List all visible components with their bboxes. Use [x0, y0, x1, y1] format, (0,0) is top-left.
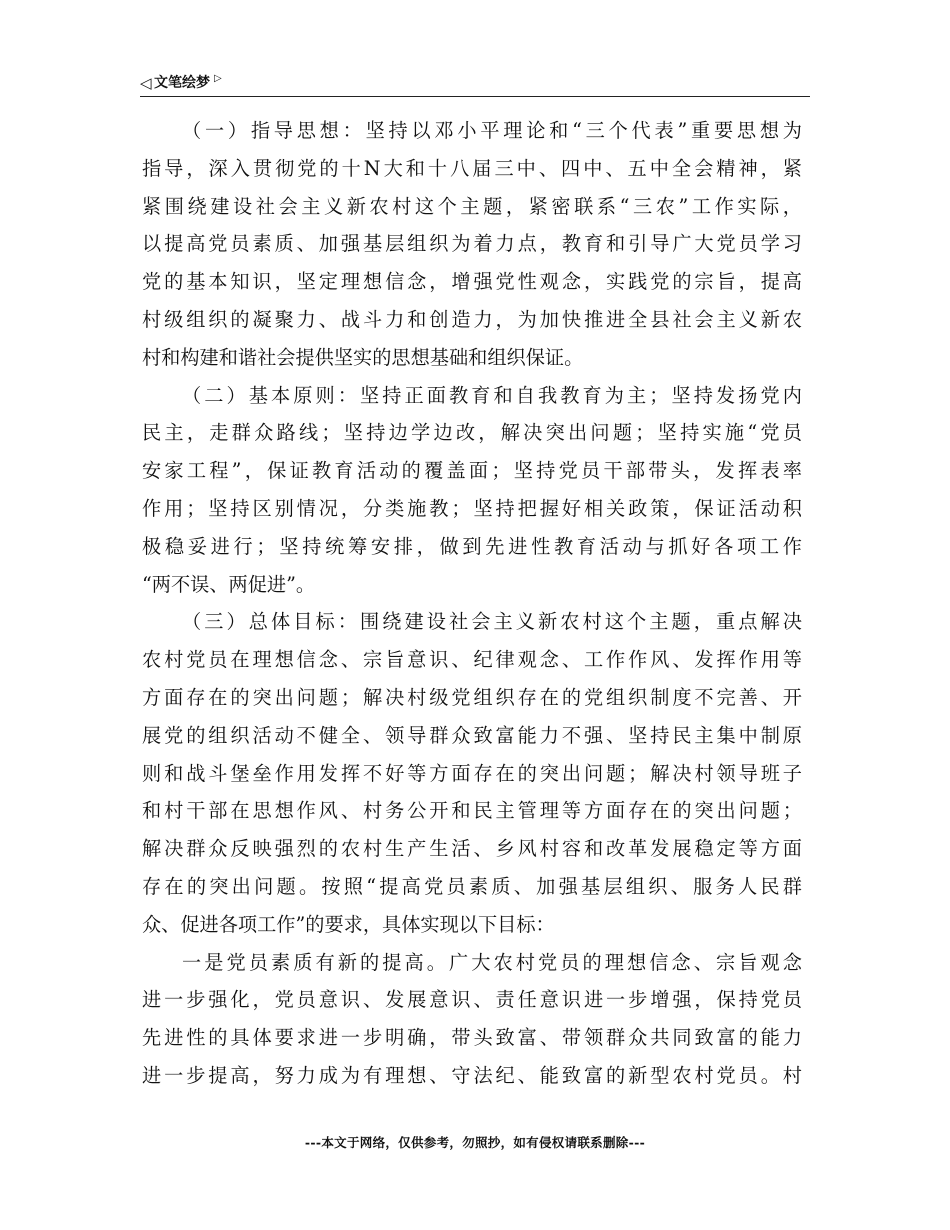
- text-line: 村和构建和谐社会提供坚实的思想基础和组织保证。: [142, 345, 584, 369]
- text-line: 存在的突出问题。按照“提高党员素质、加强基层组织、服务人民群: [142, 874, 802, 898]
- page-header: [140, 72, 810, 97]
- text-line: 进一步强化，党员意识、发展意识、责任意识进一步增强，保持党员: [142, 988, 802, 1012]
- left-triangle-icon: ◁: [140, 74, 152, 92]
- text-line: 民主，走群众路线；坚持边学边改，解决突出问题；坚持实施“党员: [142, 421, 802, 445]
- text-line: 指导，深入贯彻党的十N大和十八届三中、四中、五中全会精神，紧: [142, 156, 802, 180]
- text-line: 先进性的具体要求进一步明确，带头致富、带领群众共同致富的能力: [142, 1026, 802, 1050]
- text-line: 则和战斗堡垒作用发挥不好等方面存在的突出问题；解决村领导班子: [142, 761, 802, 785]
- text-line: 党的基本知识，坚定理想信念，增强党性观念，实践党的宗旨，提高: [142, 270, 802, 294]
- text-line: 众、促进各项工作”的要求，具体实现以下目标：: [142, 912, 555, 936]
- text-line: 以提高党员素质、加强基层组织为着力点，教育和引导广大党员学习: [142, 232, 802, 256]
- text-line: 和村干部在思想作风、村务公开和民主管理等方面存在的突出问题；: [142, 799, 802, 823]
- page-footer: ---本文于网络，仅供参考，勿照抄，如有侵权请联系删除---: [304, 1135, 646, 1150]
- right-triangle-icon: ▷: [214, 73, 222, 84]
- text-line: （一）指导思想：坚持以邓小平理论和“三个代表”重要思想为: [182, 119, 802, 142]
- text-line: （二）基本原则：坚持正面教育和自我教育为主；坚持发扬党内: [182, 383, 802, 407]
- text-line: 进一步提高，努力成为有理想、守法纪、能致富的新型农村党员。村: [142, 1063, 802, 1087]
- text-line: 极稳妥进行；坚持统筹安排，做到先进性教育活动与抓好各项工作: [142, 534, 802, 558]
- text-line: 展党的组织活动不健全、领导群众致富能力不强、坚持民主集中制原: [142, 723, 802, 747]
- text-line: 安家工程”，保证教育活动的覆盖面；坚持党员干部带头，发挥表率: [142, 459, 802, 483]
- text-line: 农村党员在理想信念、宗旨意识、纪律观念、工作作风、发挥作用等: [142, 648, 802, 672]
- document-body: [142, 112, 802, 1095]
- text-line: 作用；坚持区别情况，分类施教；坚持把握好相关政策，保证活动积: [142, 496, 802, 520]
- text-line: 村级组织的凝聚力、战斗力和创造力，为加快推进全县社会主义新农: [142, 307, 802, 331]
- header-title: 文笔绘梦: [154, 75, 210, 91]
- text-line: 方面存在的突出问题；解决村级党组织存在的党组织制度不完善、开: [142, 685, 802, 709]
- text-line: “两不误、两促进”。: [142, 572, 316, 596]
- text-line: （三）总体目标：围绕建设社会主义新农村这个主题，重点解决: [182, 610, 802, 634]
- text-line: 紧围绕建设社会主义新农村这个主题，紧密联系“三农”工作实际，: [142, 194, 802, 218]
- text-line: 一是党员素质有新的提高。广大农村党员的理想信念、宗旨观念: [182, 950, 802, 974]
- text-line: 解决群众反映强烈的农村生产生活、乡风村容和改革发展稳定等方面: [142, 837, 802, 861]
